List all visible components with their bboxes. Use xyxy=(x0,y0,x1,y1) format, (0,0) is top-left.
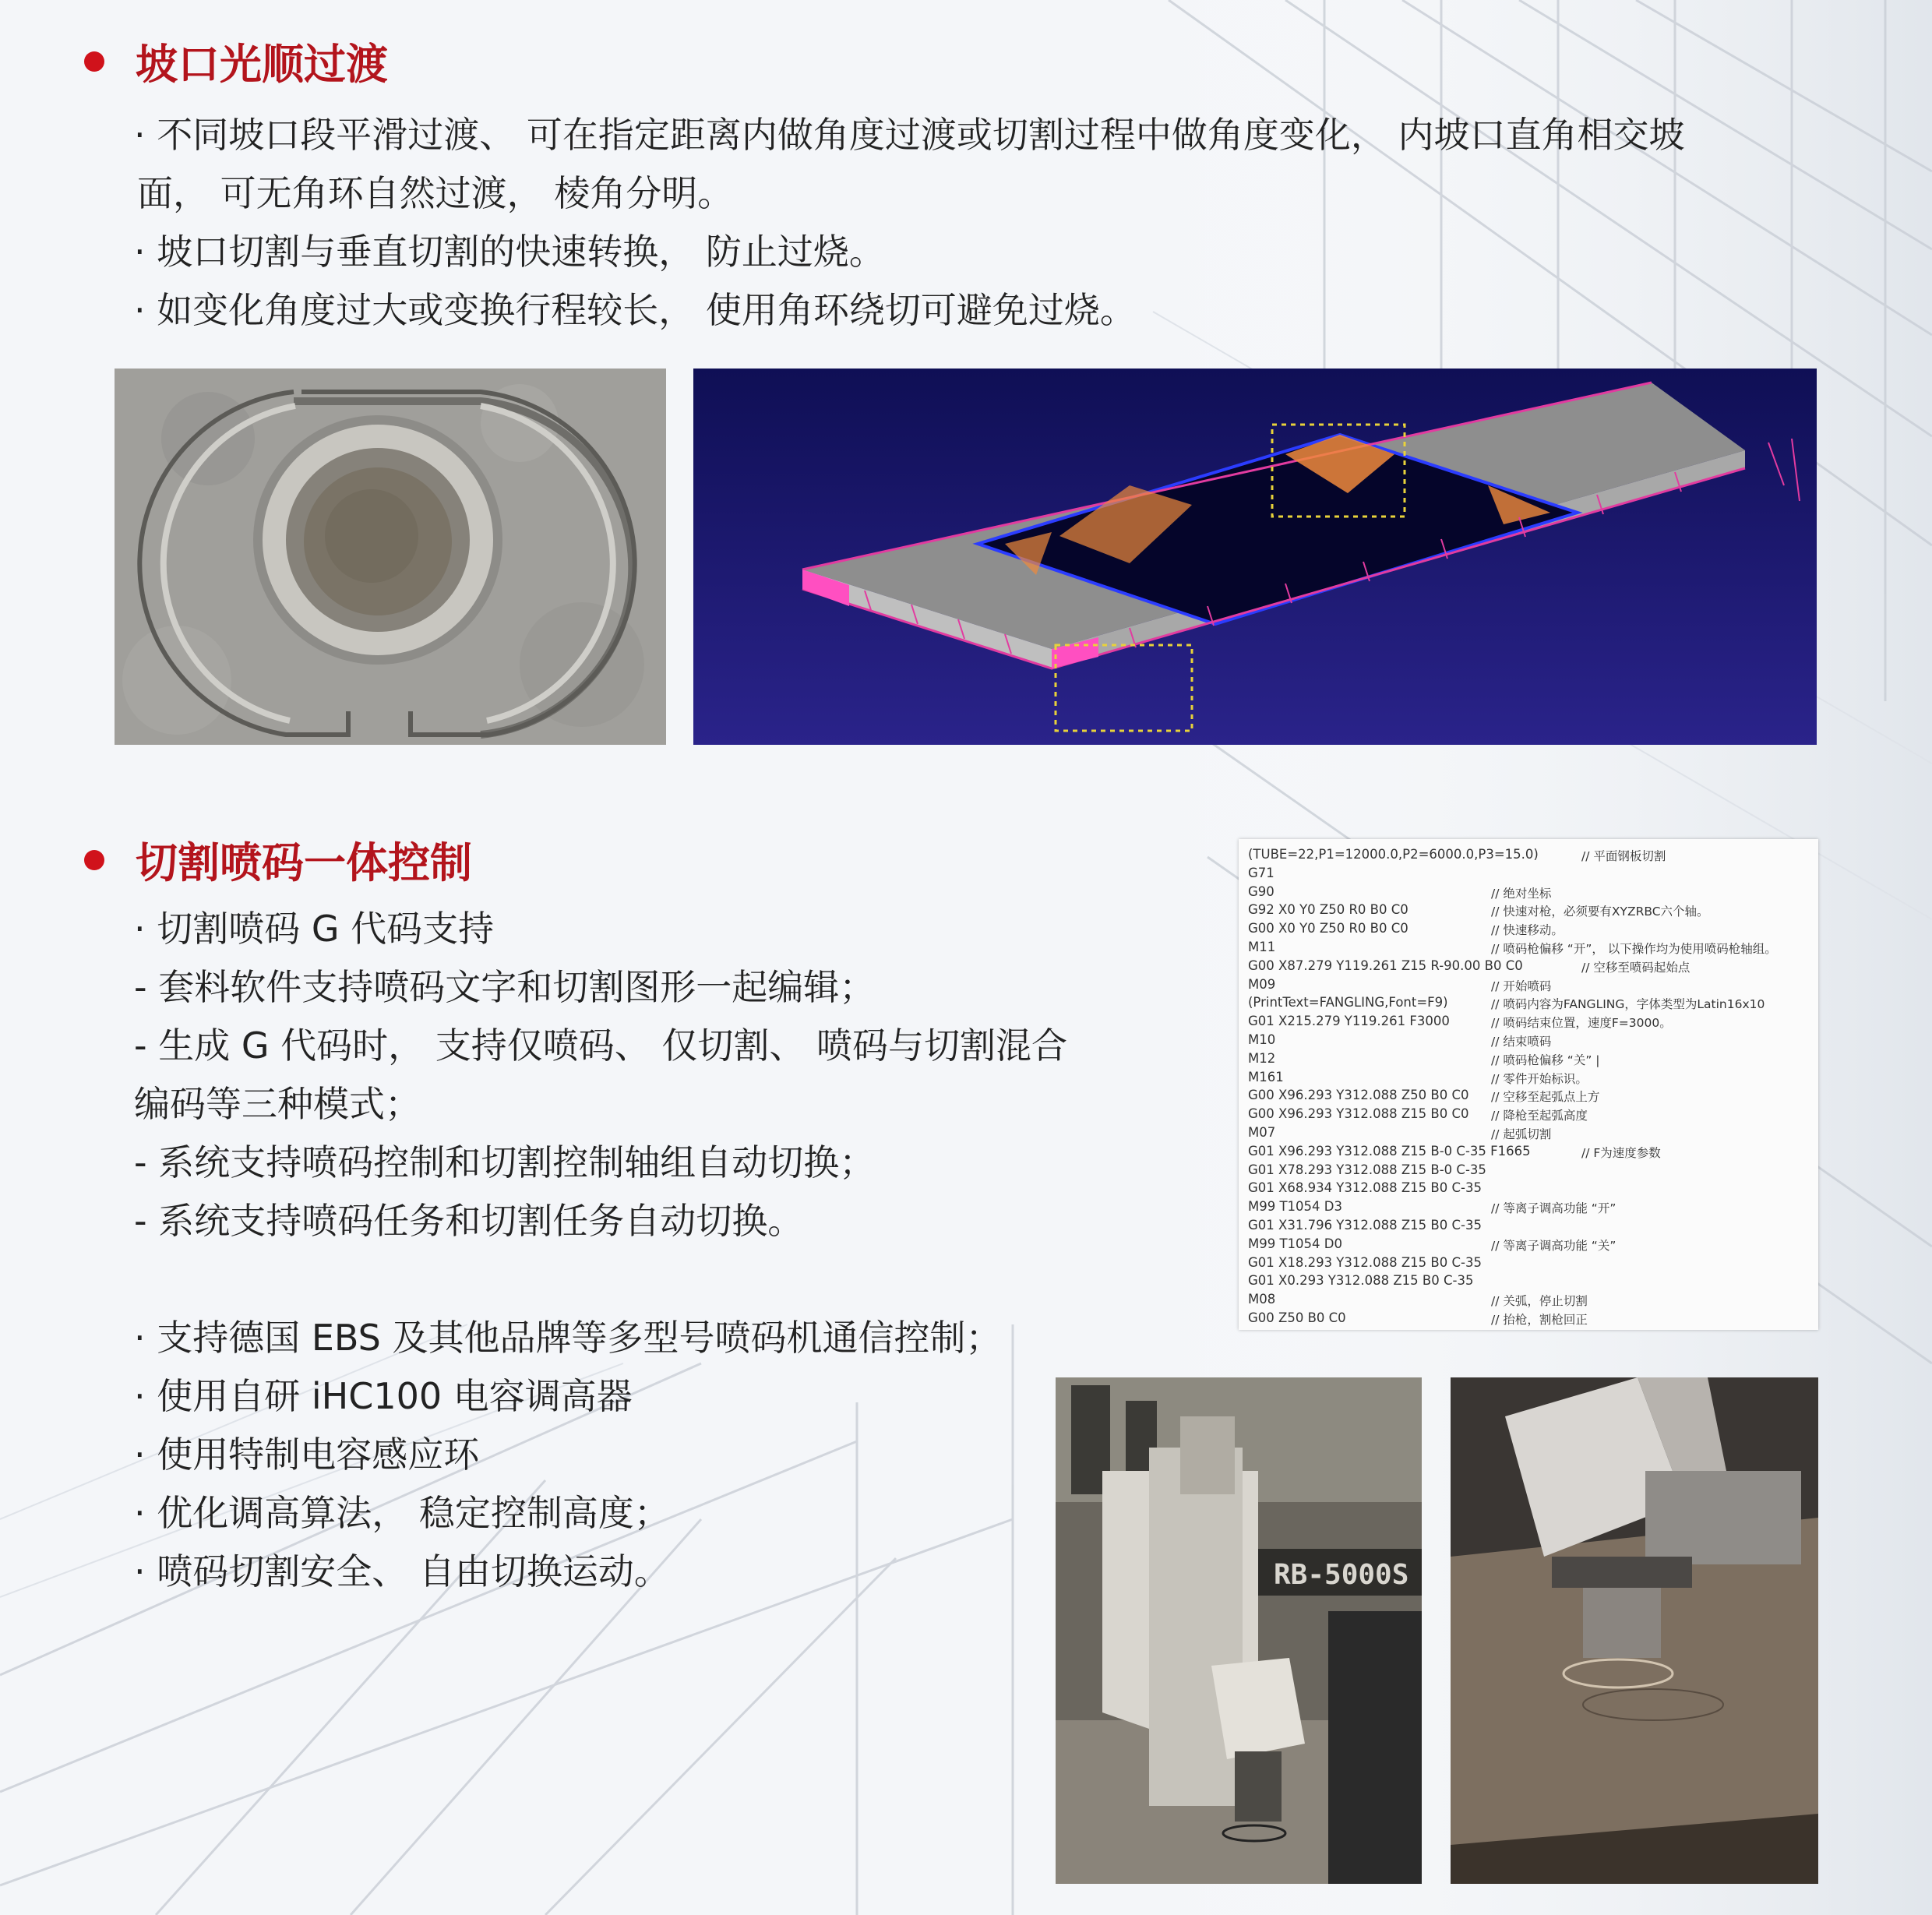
code-comment: // 喷码枪偏移 “关” | xyxy=(1491,1053,1600,1067)
section2-features xyxy=(134,1309,1178,1601)
code-comment: // 空移至喷码起始点 xyxy=(1581,960,1690,975)
section1-paragraph xyxy=(134,106,1848,340)
code-command: M99 T1054 D3 xyxy=(1248,1199,1342,1215)
bullet-dot xyxy=(84,51,104,72)
code-command: G00 X0 Y0 Z50 R0 B0 C0 xyxy=(1248,921,1408,936)
code-command: G01 X68.934 Y312.088 Z15 B0 C-35 xyxy=(1248,1180,1482,1196)
section2-line: 编码等三种模式； xyxy=(134,1083,421,1125)
section2-title: 切割喷码一体控制 xyxy=(136,838,472,887)
code-line xyxy=(1248,1180,1809,1199)
code-command: (PrintText=FANGLING,Font=F9) xyxy=(1248,995,1448,1010)
code-line xyxy=(1248,1051,1809,1070)
gcode-listing xyxy=(1239,839,1818,1330)
code-comment: // 喷码枪偏移 “开”， 以下操作均为使用喷码枪轴组。 xyxy=(1491,941,1777,956)
code-line xyxy=(1248,1255,1809,1274)
section1-title: 坡口光顺过渡 xyxy=(136,39,388,89)
code-comment: // 结束喷码 xyxy=(1491,1034,1552,1049)
feature-line: · 喷码切割安全、 自由切换运动。 xyxy=(134,1550,670,1592)
code-line xyxy=(1248,995,1809,1014)
code-command: G01 X18.293 Y312.088 Z15 B0 C-35 xyxy=(1248,1254,1482,1270)
code-command: G01 X0.293 Y312.088 Z15 B0 C-35 xyxy=(1248,1273,1474,1289)
code-command: M11 xyxy=(1248,939,1276,954)
code-line xyxy=(1248,866,1809,884)
cut-plate-photo xyxy=(115,369,666,745)
code-command: M161 xyxy=(1248,1069,1284,1084)
code-command: M12 xyxy=(1248,1050,1276,1066)
code-command: M10 xyxy=(1248,1032,1276,1047)
code-comment: // 快速移动。 xyxy=(1491,923,1564,938)
code-line xyxy=(1248,1070,1809,1088)
code-comment: // 空移至起弧点上方 xyxy=(1491,1090,1600,1105)
code-comment: // 降枪至起弧高度 xyxy=(1491,1109,1588,1123)
code-command: G01 X78.293 Y312.088 Z15 B-0 C-35 xyxy=(1248,1162,1486,1177)
code-line xyxy=(1248,884,1809,903)
code-line xyxy=(1248,1310,1809,1329)
code-comment: // 平面钢板切割 xyxy=(1581,849,1666,863)
code-line xyxy=(1248,1236,1809,1255)
code-command: M09 xyxy=(1248,976,1276,992)
code-command: M07 xyxy=(1248,1124,1276,1140)
section2-line: - 生成 G 代码时， 支持仅喷码、 仅切割、 喷码与切割混合 xyxy=(134,1025,1067,1067)
section-title-cut-mark-integration xyxy=(84,830,472,890)
code-line xyxy=(1248,847,1809,866)
section2-line: - 系统支持喷码控制和切割控制轴组自动切换； xyxy=(134,1141,876,1183)
code-line xyxy=(1248,1199,1809,1218)
code-command: G90 xyxy=(1248,883,1274,899)
code-comment: // 喷码结束位置，速度F=3000。 xyxy=(1491,1016,1672,1031)
code-line xyxy=(1248,977,1809,996)
section2-paragraph xyxy=(134,900,1178,1250)
section2-line: · 切割喷码 G 代码支持 xyxy=(134,908,495,950)
code-line xyxy=(1248,1032,1809,1051)
code-command: G92 X0 Y0 Z50 R0 B0 C0 xyxy=(1248,902,1408,918)
code-line xyxy=(1248,1162,1809,1181)
code-command: G01 X96.293 Y312.088 Z15 B-0 C-35 F1665 xyxy=(1248,1143,1531,1159)
code-line xyxy=(1248,958,1809,977)
marking-head-photo xyxy=(1451,1377,1818,1884)
feature-line: · 优化调高算法， 稳定控制高度； xyxy=(134,1492,670,1534)
bullet-dot xyxy=(84,850,104,870)
code-comment: // 等离子调高功能 “开” xyxy=(1491,1201,1616,1216)
code-comment: // 抬枪，割枪回正 xyxy=(1491,1312,1588,1327)
code-command: M08 xyxy=(1248,1292,1276,1307)
code-line xyxy=(1248,1144,1809,1162)
cutting-machine-photo xyxy=(1056,1377,1422,1884)
code-comment: // 零件开始标识。 xyxy=(1491,1071,1588,1086)
section-title-bevel-transition xyxy=(84,31,388,91)
section2-line: - 系统支持喷码任务和切割任务自动切换。 xyxy=(134,1200,804,1242)
machine-label: RB-5000S xyxy=(1274,1559,1409,1591)
section1-line: · 坡口切割与垂直切割的快速转换， 防止过烧。 xyxy=(134,231,885,273)
code-comment: // 开始喷码 xyxy=(1491,979,1552,993)
code-command: G71 xyxy=(1248,865,1274,880)
section1-line: · 不同坡口段平滑过渡、 可在指定距离内做角度过渡或切割过程中做角度变化， 内坡口直角相交坡 xyxy=(134,114,1685,156)
section1-line: 面， 可无角环自然过渡， 棱角分明。 xyxy=(137,172,734,214)
code-comment: // 关弧，停止切割 xyxy=(1491,1294,1588,1309)
section1-line: · 如变化角度过大或变换行程较长， 使用角环绕切可避免过烧。 xyxy=(134,289,1136,331)
section2-line: - 套料软件支持喷码文字和切割图形一起编辑； xyxy=(134,966,876,1008)
code-comment: // 绝对坐标 xyxy=(1491,886,1552,901)
code-command: M99 T1054 D0 xyxy=(1248,1236,1342,1251)
code-comment: // F为速度参数 xyxy=(1581,1145,1661,1160)
code-line xyxy=(1248,1292,1809,1310)
code-line xyxy=(1248,1106,1809,1125)
code-comment: // 快速对枪，必须要有XYZRBC六个轴。 xyxy=(1491,905,1709,919)
code-line xyxy=(1248,1014,1809,1032)
code-line xyxy=(1248,1218,1809,1236)
feature-line: · 使用特制电容感应环 xyxy=(134,1434,480,1476)
bevel-cad-render xyxy=(693,369,1817,745)
code-line xyxy=(1248,940,1809,958)
code-command: G00 X87.279 Y119.261 Z15 R-90.00 B0 C0 xyxy=(1248,958,1523,973)
code-line xyxy=(1248,1088,1809,1106)
code-comment: // 等离子调高功能 “关” xyxy=(1491,1238,1616,1253)
code-line xyxy=(1248,921,1809,940)
code-command: G00 X96.293 Y312.088 Z15 B0 C0 xyxy=(1248,1106,1469,1122)
code-line xyxy=(1248,902,1809,921)
code-line xyxy=(1248,1125,1809,1144)
code-comment: // 喷码内容为FANGLING，字体类型为Latin16x10 xyxy=(1491,997,1765,1012)
code-command: G01 X215.279 Y119.261 F3000 xyxy=(1248,1014,1450,1029)
feature-line: · 支持德国 EBS 及其他品牌等多型号喷码机通信控制； xyxy=(134,1317,1002,1359)
code-command: G00 Z50 B0 C0 xyxy=(1248,1310,1346,1325)
code-line xyxy=(1248,1273,1809,1292)
code-command: G01 X31.796 Y312.088 Z15 B0 C-35 xyxy=(1248,1217,1482,1233)
code-comment: // 起弧切割 xyxy=(1491,1127,1552,1141)
feature-line: · 使用自研 iHC100 电容调高器 xyxy=(134,1375,633,1417)
code-command: (TUBE=22,P1=12000.0,P2=6000.0,P3=15.0) xyxy=(1248,847,1539,862)
code-command: G00 X96.293 Y312.088 Z50 B0 C0 xyxy=(1248,1088,1469,1103)
